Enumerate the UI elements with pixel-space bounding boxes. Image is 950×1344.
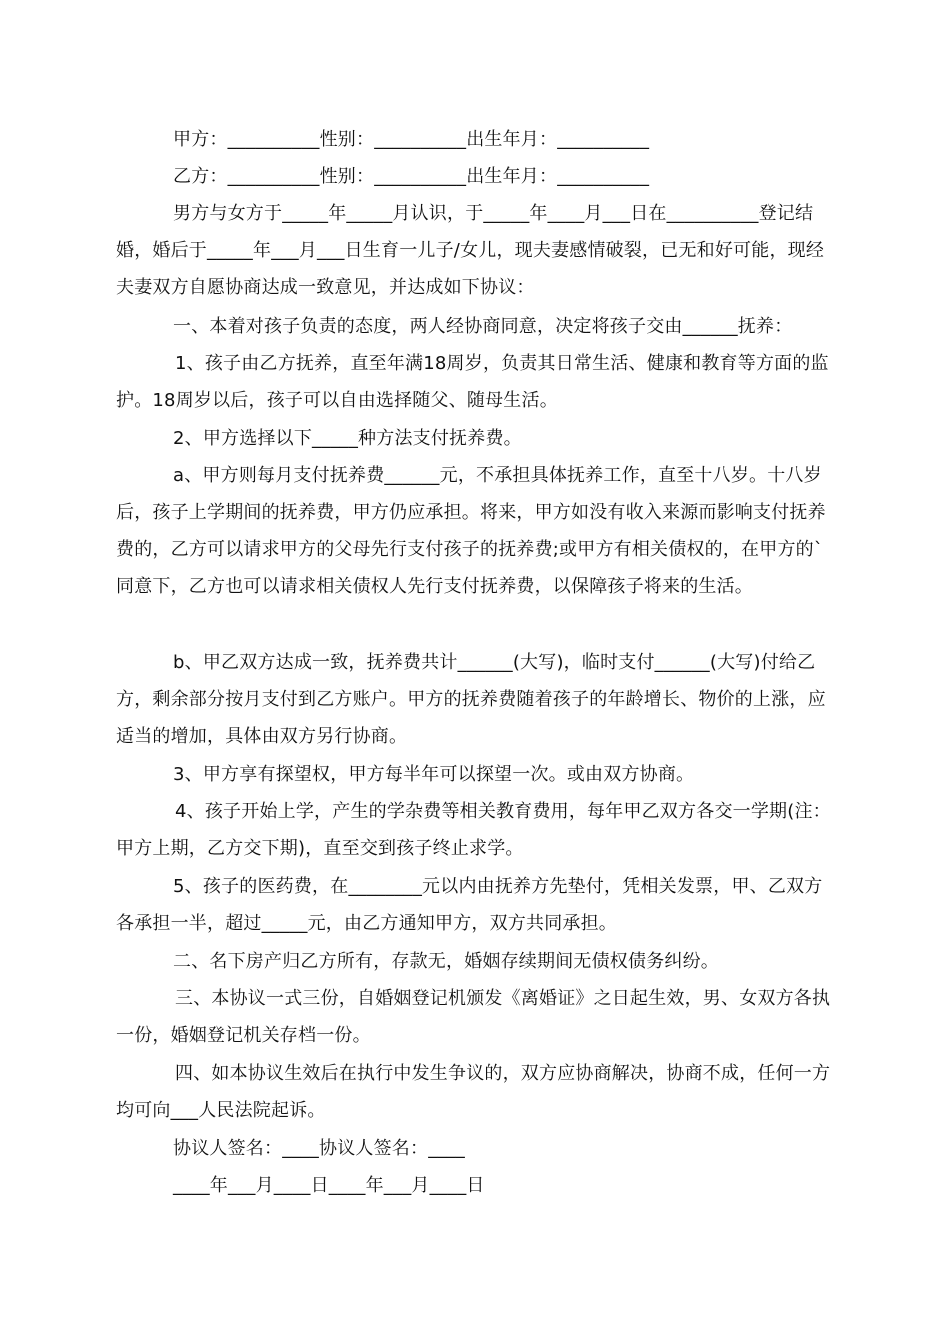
party-a-line: 甲方：__________性别：__________出生年月：__________ [173,129,650,150]
signature-line: 协议人签名：____协议人签名：____ [173,1138,465,1159]
clause-2: 二、名下房产归乙方所有，存款无，婚姻存续期间无债权债务纠纷。 [173,951,719,972]
clause-1-item-2a: a、甲方则每月支付抚养费______元，不承担具体抚养工作，直至十八岁。十八岁后，孩子上学期间的抚养费，甲方仍应承担。将来，甲方如没有收入来源而影响支付抚养费的，乙方可以请求甲方的父母先行支付孩子的抚养费;或甲方有相关债权的，在甲方的`同意下，乙方也可以请求相关债权人先行支付抚养费，以保障孩子将来的生活。 [116,465,826,597]
clause-1-item-4: 4、孩子开始上学，产生的学杂费等相关教育费用，每年甲乙双方各交一学期(注：甲方上期，乙方交下期)，直至交到孩子终止求学。 [116,801,831,859]
clause-1-item-1: 1、孩子由乙方抚养，直至年满18周岁，负责其日常生活、健康和教育等方面的监护。18周岁以后，孩子可以自由选择随父、随母生活。 [116,353,829,411]
clause-1-heading: 一、本着对孩子负责的态度，两人经协商同意，决定将孩子交由______抚养： [173,316,793,337]
party-b-line: 乙方：__________性别：__________出生年月：__________ [173,166,650,187]
clause-4: 四、如本协议生效后在执行中发生争议的，双方应协商解决，协商不成，任何一方均可向___人民法院起诉。 [116,1063,831,1121]
clause-1-item-3: 3、甲方享有探望权，甲方每半年可以探望一次。或由双方协商。 [173,764,695,785]
clause-1-item-2: 2、甲方选择以下_____种方法支付抚养费。 [173,428,522,449]
clause-3: 三、本协议一式三份，自婚姻登记机颁发《离婚证》之日起生效，男、女双方各执一份，婚姻登记机关存档一份。 [116,988,831,1046]
date-line: ____年___月____日____年___月____日 [173,1175,485,1196]
clause-1-item-5: 5、孩子的医药费，在________元以内由抚养方先垫付，凭相关发票，甲、乙双方各承担一半，超过_____元，由乙方通知甲方，双方共同承担。 [116,876,823,934]
intro-paragraph: 男方与女方于_____年_____月认识，于_____年____月___日在__________登记结婚，婚后于_____年___月___日生育一儿子/女儿，现夫妻感情破裂，已无和好可能，现经夫妻双方自愿协商达成一致意见，并达成如下协议： [116,203,825,298]
clause-1-item-2b: b、甲乙双方达成一致，抚养费共计______(大写)，临时支付______(大写)付给乙方，剩余部分按月支付到乙方账户。甲方的抚养费随着孩子的年龄增长、物价的上涨，应适当的增加，具体由双方另行协商。 [116,652,826,747]
